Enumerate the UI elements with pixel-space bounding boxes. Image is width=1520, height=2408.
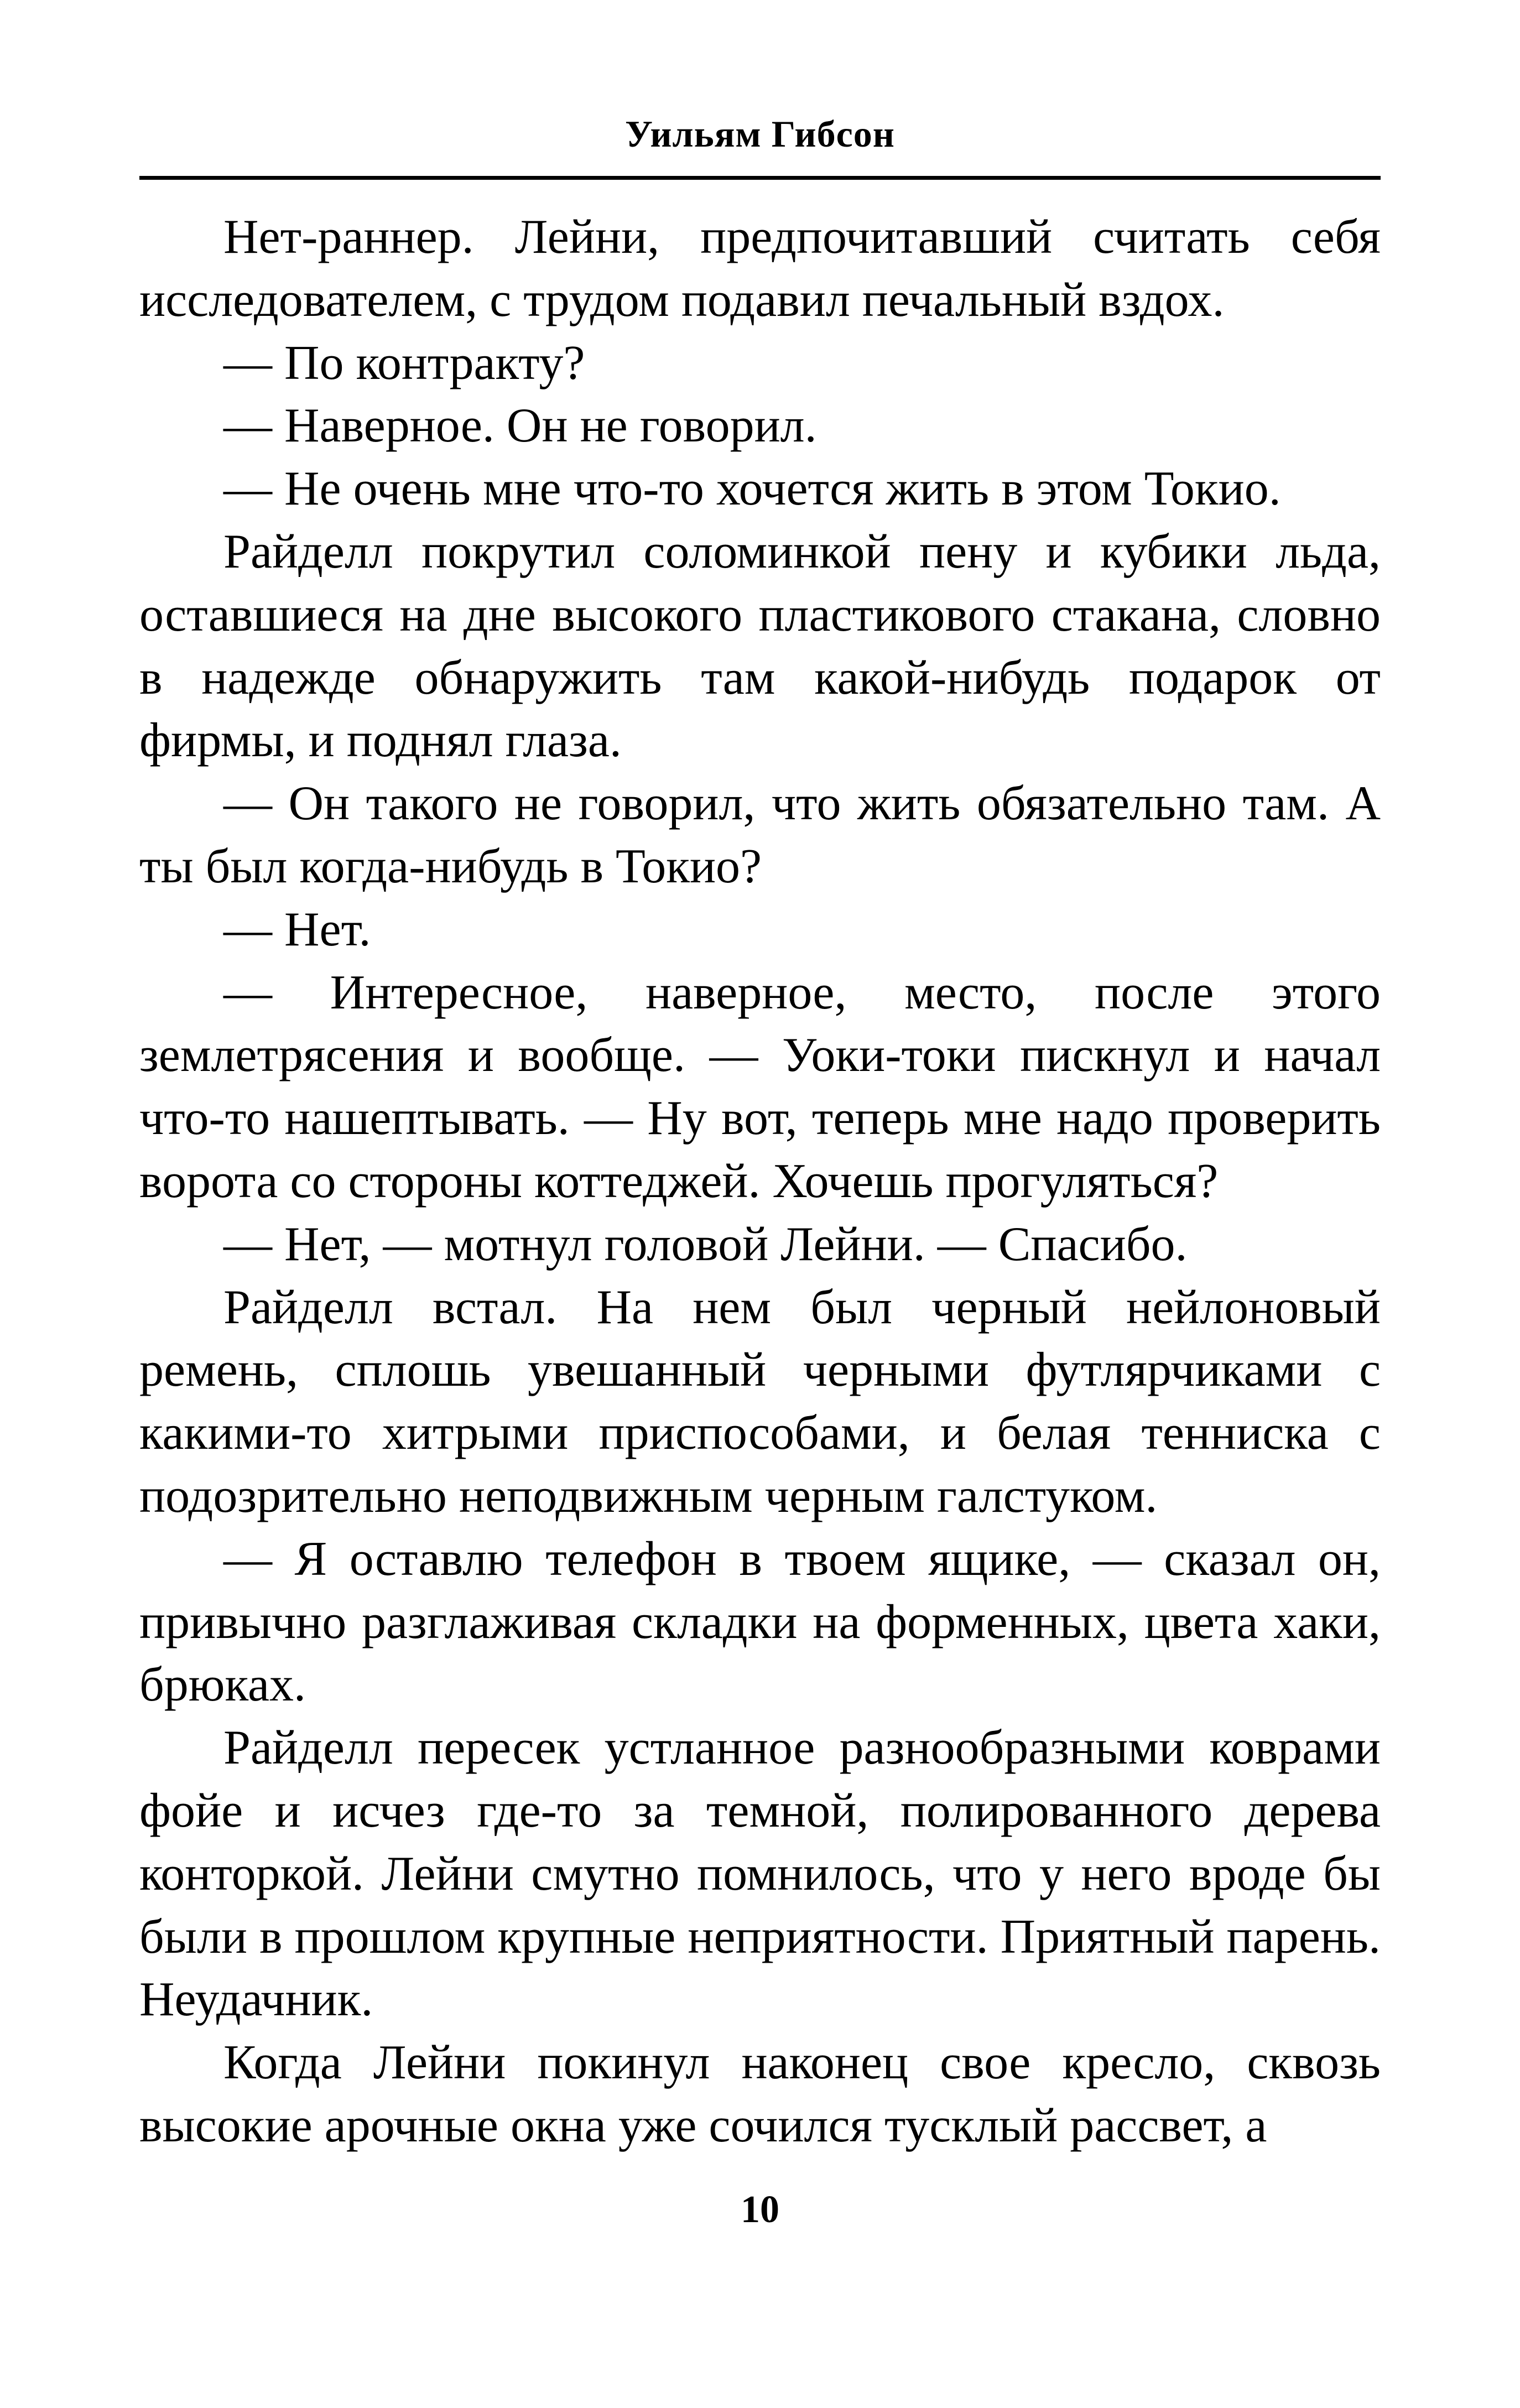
page-number: 10 [741, 2188, 779, 2231]
paragraph: Райделл покрутил соломинкой пену и кубики льда, оставшиеся на дне высокого пластикового стакана, словно в надежде обнаружить там какой-нибудь подарок от фирмы, и поднял глаза. [139, 524, 1381, 768]
header-rule [139, 176, 1381, 180]
paragraph: Райделл пересек устланное разнообразными коврами фойе и исчез где-то за темной, полированного дерева конторкой. Лейни смутно помнилось, что у него вроде бы были в прошлом крупные неприятности. Приятный парень. Неудачник. [139, 1721, 1381, 2027]
paragraph: Нет-раннер. Лейни, предпочитавший считать себя исследователем, с трудом подавил печальный вздох. [139, 210, 1381, 327]
paragraph: — Не очень мне что-то хочется жить в этом Токио. [223, 462, 1281, 516]
paragraph: Когда Лейни покинул наконец свое кресло, сквозь высокие арочные окна уже сочился тусклый рассвет, а [139, 2036, 1381, 2152]
paragraph: Райделл встал. На нем был черный нейлоновый ремень, сплошь увешанный черными футлярчиками с какими-то хитрыми приспособами, и белая тенниска с подозрительно неподвижным черным галстуком. [139, 1280, 1381, 1523]
paragraph: — Он такого не говорил, что жить обязательно там. А ты был когда-нибудь в Токио? [139, 777, 1381, 893]
body-text [139, 206, 1381, 2157]
paragraph: — Нет, — мотнул головой Лейни. — Спасибо. [223, 1217, 1188, 1271]
running-header: Уильям Гибсон [625, 113, 895, 155]
paragraph: — По контракту? [223, 336, 585, 390]
paragraph: — Наверное. Он не говорил. [223, 399, 817, 453]
paragraph: — Интересное, наверное, место, после этого землетрясения и вообще. — Уоки-токи пискнул и начал что-то нашептывать. — Ну вот, теперь мне надо проверить ворота со стороны коттеджей. Хочешь прогуляться? [139, 965, 1381, 1208]
paragraph: — Нет. [223, 902, 371, 956]
paragraph: — Я оставлю телефон в твоем ящике, — сказал он, привычно разглаживая складки на форменных, цвета хаки, брюках. [139, 1532, 1381, 1712]
